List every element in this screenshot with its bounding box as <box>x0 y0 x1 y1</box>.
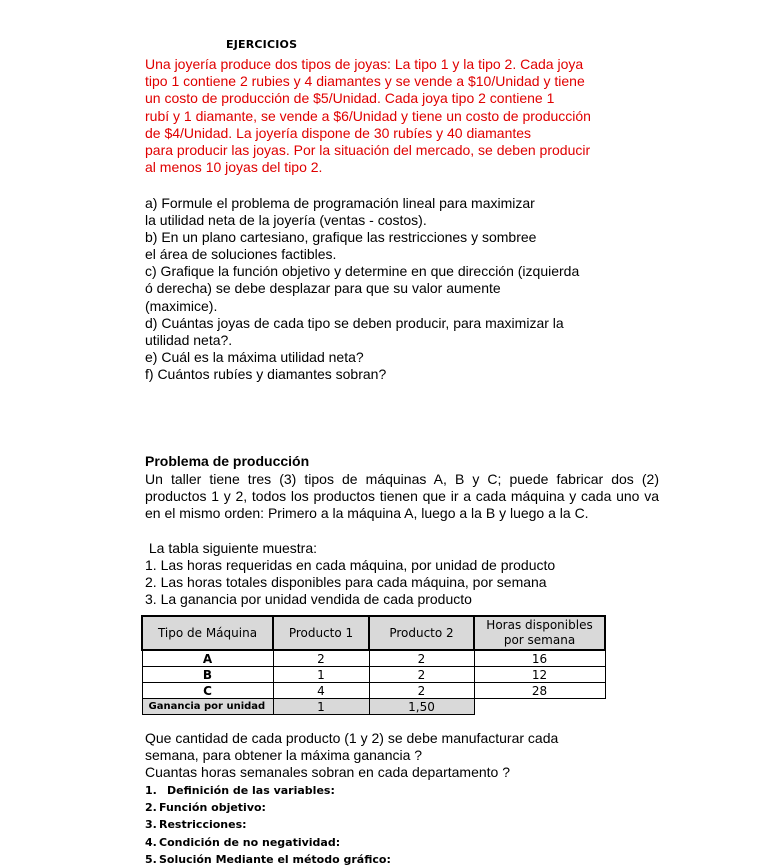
problem-line: al menos 10 joyas del tipo 2. <box>145 159 323 176</box>
question-line: el área de soluciones factibles. <box>145 246 337 263</box>
header-available-hours <box>474 616 605 650</box>
question-line: a) Formule el problema de programación lineal para maximizar <box>145 195 535 211</box>
table-intro-line: 3. La ganancia por unidad vendida de cada producto <box>145 591 472 607</box>
step-number: 4. <box>145 835 157 849</box>
header-product-1: Producto 1 <box>273 616 369 650</box>
profit-row <box>142 699 605 715</box>
questions-list <box>145 195 579 383</box>
production-line: productos 1 y 2, todos los productos tienen que ir a cada máquina y cada uno va <box>145 488 659 505</box>
production-line: Un taller tiene tres (3) tipos de máquinas A, B y C; puede fabricar dos (2) <box>145 471 659 487</box>
table-row <box>142 683 605 699</box>
step-number: 2. <box>145 801 157 815</box>
table-header-row <box>142 616 605 650</box>
product-1-cell: 1 <box>273 667 369 683</box>
header-hours-line: por semana <box>503 633 576 647</box>
product-2-cell: 2 <box>369 650 474 667</box>
production-question-line: semana, para obtener la máxima ganancia ? <box>145 747 423 764</box>
exercises-heading: EJERCICIOS <box>226 38 298 51</box>
step-item <box>145 834 391 851</box>
production-question-line: Cuantas horas semanales sobran en cada departamento ? <box>145 764 511 781</box>
problem-line: un costo de producción de $5/Unidad. Cada joya tipo 2 contiene 1 <box>145 90 555 107</box>
hours-cell: 16 <box>474 650 605 667</box>
step-item <box>145 816 391 833</box>
question-line: c) Grafique la función objetivo y determine en que dirección (izquierda <box>145 263 580 280</box>
product-1-cell: 2 <box>273 650 369 667</box>
empty-cell <box>474 699 605 715</box>
problem-line: tipo 1 contiene 2 rubies y 4 diamantes y se vende a $10/Unidad y tiene <box>145 73 585 90</box>
table-intro-line: 2. Las horas totales disponibles para cada máquina, por semana <box>145 574 547 590</box>
production-questions <box>145 730 558 782</box>
production-line: en el mismo orden: Primero a la máquina A, luego a la B y luego a la C. <box>145 505 589 522</box>
step-text: Definición de las variables: <box>167 784 335 797</box>
question-line: ó derecha) se debe desplazar para que su valor aumente <box>145 280 501 297</box>
jewelry-problem-statement <box>145 56 615 176</box>
table-intro <box>145 540 555 608</box>
header-product-2: Producto 2 <box>369 616 474 650</box>
header-machine-type: Tipo de Máquina <box>142 616 273 650</box>
step-item <box>145 851 391 868</box>
header-hours-line: Horas disponibles <box>486 618 593 632</box>
question-line: e) Cuál es la máxima utilidad neta? <box>145 348 364 365</box>
production-problem-title: Problema de producción <box>145 453 310 469</box>
step-item <box>145 799 391 816</box>
profit-product-2-cell: 1,50 <box>369 699 474 715</box>
step-number: 1. <box>145 784 157 797</box>
table-row <box>142 667 605 683</box>
step-number: 5. <box>145 852 157 866</box>
production-problem-statement <box>145 471 659 523</box>
problem-line: rubí y 1 diamante, se vende a $6/Unidad y tiene un costo de producción <box>145 107 591 124</box>
hours-cell: 28 <box>474 683 605 699</box>
profit-label-cell: Ganancia por unidad <box>142 699 273 715</box>
question-line: utilidad neta?. <box>145 331 233 348</box>
step-item <box>145 782 391 799</box>
problem-line: para producir las joyas. Por la situación del mercado, se deben producir <box>145 142 591 159</box>
step-text: Función objetivo: <box>159 801 266 815</box>
machine-cell: A <box>142 650 273 667</box>
production-table <box>141 615 606 715</box>
question-line: f) Cuántos rubíes y diamantes sobran? <box>145 365 387 382</box>
product-2-cell: 2 <box>369 667 474 683</box>
machine-cell: C <box>142 683 273 699</box>
table-intro-line: 1. Las horas requeridas en cada máquina, por unidad de producto <box>145 557 556 573</box>
profit-product-1-cell: 1 <box>273 699 369 715</box>
product-1-cell: 4 <box>273 683 369 699</box>
question-line: b) En un plano cartesiano, grafique las restricciones y sombree <box>145 229 537 246</box>
table-row <box>142 650 605 667</box>
question-line: (maximice). <box>145 297 218 314</box>
problem-line: Una joyería produce dos tipos de joyas: La tipo 1 y la tipo 2. Cada joya <box>145 56 584 72</box>
step-text: Solución Mediante el método gráfico: <box>159 852 391 866</box>
problem-line: de $4/Unidad. La joyería dispone de 30 rubíes y 40 diamantes <box>145 124 532 141</box>
product-2-cell: 2 <box>369 683 474 699</box>
question-line: d) Cuántas joyas de cada tipo se deben producir, para maximizar la <box>145 314 564 331</box>
step-text: Condición de no negatividad: <box>159 835 341 849</box>
step-text: Restricciones: <box>159 818 247 832</box>
production-question-line: Que cantidad de cada producto (1 y 2) se debe manufacturar cada <box>145 730 559 746</box>
machine-cell: B <box>142 667 273 683</box>
step-number: 3. <box>145 818 157 832</box>
table-intro-line: La tabla siguiente muestra: <box>145 540 317 556</box>
solution-steps <box>145 782 391 868</box>
question-line: la utilidad neta de la joyería (ventas - costos). <box>145 212 427 229</box>
hours-cell: 12 <box>474 667 605 683</box>
